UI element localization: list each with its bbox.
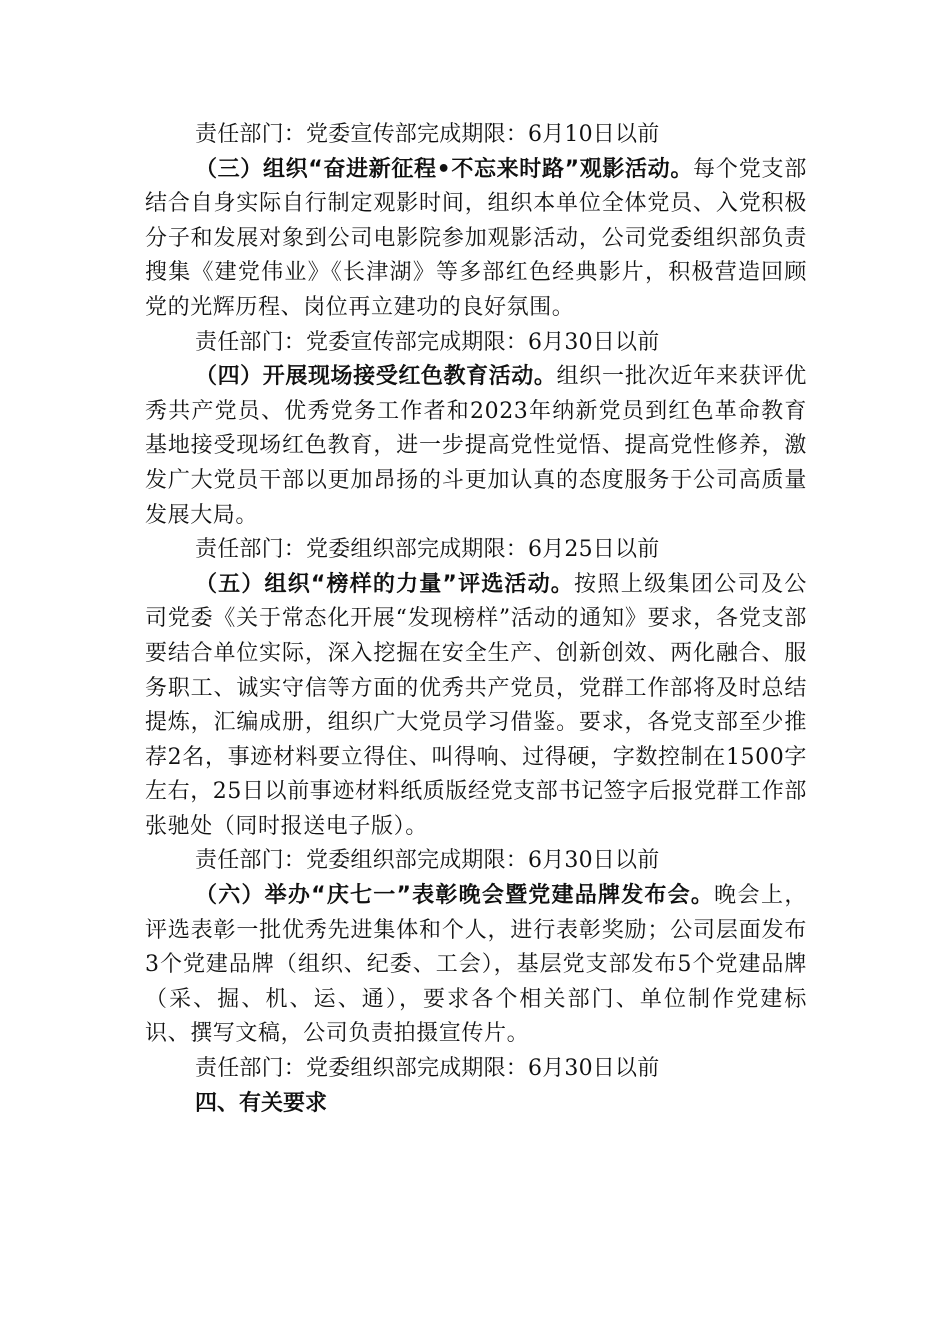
activity-body: 组织一批次近年来获评优秀共产党员、优秀党务工作者和2023年纳新党员到红色革命教育基地接受现场红色教育，进一步提高党性觉悟、提高党性修养，激发广大党员干部以更加昂扬的斗更加认真的态度服务于公司高质量发展大局。 [145, 364, 807, 528]
responsibility-line: 责任部门：党委宣传部完成期限：6月10日以前 [195, 122, 660, 147]
activity-paragraph [145, 568, 807, 845]
activity-body: 晚会上，评选表彰一批优秀先进集体和个人，进行表彰奖励；公司层面发布3个党建品牌（组织、纪委、工会），基层党支部发布5个党建品牌（采、掘、机、运、通），要求各个相关部门、单位制作党建标识、撰写文稿，公司负责拍摄宣传片。 [145, 883, 808, 1047]
activity-body: 每个党支部结合自身实际自行制定观影时间，组织本单位全体党员、入党积极分子和发展对象到公司电影院参加观影活动，公司党委组织部负责搜集《建党伟业》《长津湖》等多部红色经典影片，积极营造回顾党的光辉历程、岗位再立建功的良好氛围。 [145, 156, 807, 320]
activity-heading: （六）举办“庆七一”表彰晚会暨党建品牌发布会。 [195, 883, 715, 909]
activity-heading: （五）组织“榜样的力量”评选活动。 [195, 571, 574, 597]
section-title: 四、有关要求 [195, 1090, 328, 1116]
activity-paragraph [145, 153, 807, 326]
activity-paragraph [145, 879, 807, 1052]
responsibility-line: 责任部门：党委组织部完成期限：6月30日以前 [195, 1056, 660, 1082]
activity-heading: （四）开展现场接受红色教育活动。 [195, 364, 557, 390]
responsibility-line: 责任部门：党委组织部完成期限：6月25日以前 [195, 537, 660, 563]
activity-paragraph [145, 360, 807, 533]
responsibility-line: 责任部门：党委组织部完成期限：6月30日以前 [195, 848, 660, 874]
responsibility-line: 责任部门：党委宣传部完成期限：6月30日以前 [195, 329, 660, 355]
document-page [145, 118, 807, 1121]
activity-body: 按照上级集团公司及公司党委《关于常态化开展“发现榜样”活动的通知》要求，各党支部要结合单位实际，深入挖掘在安全生产、创新创效、两化融合、服务职工、诚实守信等方面的优秀共产党员，党群工作部将及时总结提炼，汇编成册，组织广大党员学习借鉴。要求，各党支部至少推荐2名，事迹材料要立得住、叫得响、过得硬，字数控制在1500字左右，25日以前事迹材料纸质版经党支部书记签字后报党群工作部张驰处（同时报送电子版）。 [145, 571, 807, 839]
activity-heading: （三）组织“奋进新征程•不忘来时路”观影活动。 [195, 156, 693, 182]
